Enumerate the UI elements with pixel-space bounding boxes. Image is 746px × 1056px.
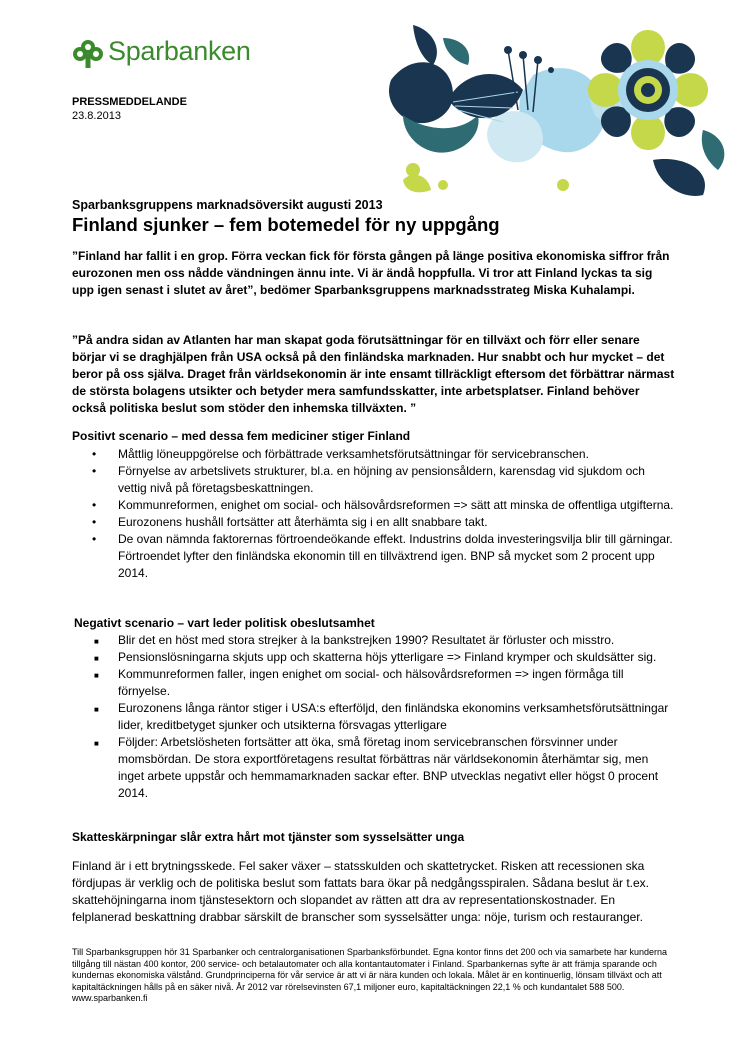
square-bullet-icon: ■ [94,637,99,646]
intro-paragraph-2: ”På andra sidan av Atlanten har man skapat goda förutsättningar för en tillväxt och förr eller senare börjar vi se draghjälpen från USA också på den finländska marknaden. Hur snabbt och hur mycket – det beror på oss själva. Draget från världsekonomin är inte ensamt tillräckligt eftersom det förbättrar närmast de största bolagens utsikter och betyder mera samfundsskatter, inte arbetsplatser. Finland behöver också politiska beslut som stöder den inhemska tillväxten. ” [72,333,675,415]
press-release-date: 23.8.2013 [72,110,121,122]
list-item-text: Följder: Arbetslösheten fortsätter att öka, små företag inom servicebranschen försvinner under momsbördan. De stora exportföretagens resultat förbättras när världsekonomin återhämtar sig, men inget arbete uppstår och hemmamarknaden sackar efter. BNP utvecklas negativt eller högst 0 procent 2014. [118,735,659,800]
square-bullet-icon: ■ [94,739,99,748]
document-type-label: PRESSMEDDELANDE [72,96,187,108]
list-item [72,666,676,700]
list-item [72,632,676,649]
positive-scenario-list [72,446,676,582]
tax-section-heading: Skatteskärpningar slår extra hårt mot tjänster som sysselsätter unga [72,830,465,844]
disc-bullet-icon: • [92,447,97,461]
flower-illustration [383,20,733,205]
logo-text: Sparbanken [108,36,251,66]
intro-paragraph-1: ”Finland har fallit i en grop. Förra veckan fick för första gången på länge positiva ekonomiska siffror från eurozonen men oss nådde vändningen ännu inte. Vi är ändå hoppfulla. Vi tror att Finland lyckas ta sig upp igen senast i slutet av året”, bedömer Sparbanksgruppens marknadsstrateg Miska Kuhalampi. [72,249,670,297]
list-item [72,700,676,734]
article-kicker: Sparbanksgruppens marknadsöversikt augusti 2013 [72,198,383,212]
list-item-text: Pensionslösningarna skjuts upp och skatterna höjs ytterligare => Finland krymper och skuldsätter sig. [118,650,657,664]
list-item-text: Eurozonens långa räntor stiger i USA:s efterföljd, den finländska ekonomins verksamhetsförutsättningar lider, kreditbetyget sjunker och utsikterna försvagas ytterligare [118,701,669,732]
square-bullet-icon: ■ [94,671,99,680]
oak-leaf-logo-icon [72,38,104,70]
list-item [72,514,676,531]
sparbanken-logo [72,36,262,72]
article-headline: Finland sjunker – fem botemedel för ny uppgång [72,214,500,235]
list-item-text: Förnyelse av arbetslivets strukturer, bl.a. en höjning av pensionsåldern, karensdag vid sjukdom och vettig nivå på företagsbeskattningen. [118,464,645,495]
negative-scenario-list [72,632,676,802]
list-item [72,531,676,582]
disc-bullet-icon: • [92,498,97,512]
tax-section-body: Finland är i ett brytningsskede. Fel saker växer – statsskulden och skattetrycket. Risken att recessionen ska fördjupas är verklig och de politiska beslut som fattats bara ökar på nedgångsspiralen. Sådana beslut är t.ex. skattehöjningarna inom tjänstesektorn och slopandet av rätten att dra av representationskostnader. En felplanerad beskattning drabbar särskilt de branscher som sysselsätter unga: nöje, turism och restauranger. [72,859,650,924]
disc-bullet-icon: • [92,532,97,546]
list-item-text: Måttlig löneuppgörelse och förbättrade verksamhetsförutsättningar för servicebranschen. [118,447,589,461]
positive-scenario-heading: Positivt scenario – med dessa fem mediciner stiger Finland [72,429,411,443]
list-item-text: De ovan nämnda faktorernas förtroendeökande effekt. Industrins dolda investeringsvilja blir till gärningar. Förtroendet lyfter den finländska ekonomin till en tillväxtrend igen. BNP så mycket som 2 procent upp 2014. [118,532,673,580]
list-item [72,649,676,666]
square-bullet-icon: ■ [94,654,99,663]
negative-scenario-heading: Negativt scenario – vart leder politisk obeslutsamhet [74,616,375,630]
list-item [72,497,676,514]
list-item-text: Blir det en höst med stora strejker à la bankstrejken 1990? Resultatet är förluster och misstro. [118,633,615,647]
list-item-text: Kommunreformen, enighet om social- och hälsovårdsreformen => sätt att minska de offentliga utgifterna. [118,498,674,512]
disc-bullet-icon: • [92,464,97,478]
list-item [72,734,676,802]
list-item-text: Kommunreformen faller, ingen enighet om social- och hälsovårdsreformen => ingen förmåga till förnyelse. [118,667,624,698]
list-item [72,463,676,497]
footer-boilerplate: Till Sparbanksgruppen hör 31 Sparbanker och centralorganisationen Sparbanksförbundet. Egna kontor finns det 200 och via samarbete har kunderna tillgång till nästan 400 kontor, 200 service- och betalautomater och alla kontantautomater i Finland. Sparbankernas syfte är att främja sparande och kundernas ekonomiska välstånd. Grundprinciperna för vår service är att vi är nära kunden och lokala. Målet är en kontinuerlig, lönsam tillväxt och att kapitaltäckningen hålls på en säker nivå. År 2012 var rörelsevinsten 67,1 miljoner euro, kapitaltäckningen 22,1 % och kundantalet 588 500. www.sparbanken.fi [72,947,668,1003]
disc-bullet-icon: • [92,515,97,529]
square-bullet-icon: ■ [94,705,99,714]
list-item [72,446,676,463]
list-item-text: Eurozonens hushåll fortsätter att återhämta sig i en allt snabbare takt. [118,515,488,529]
